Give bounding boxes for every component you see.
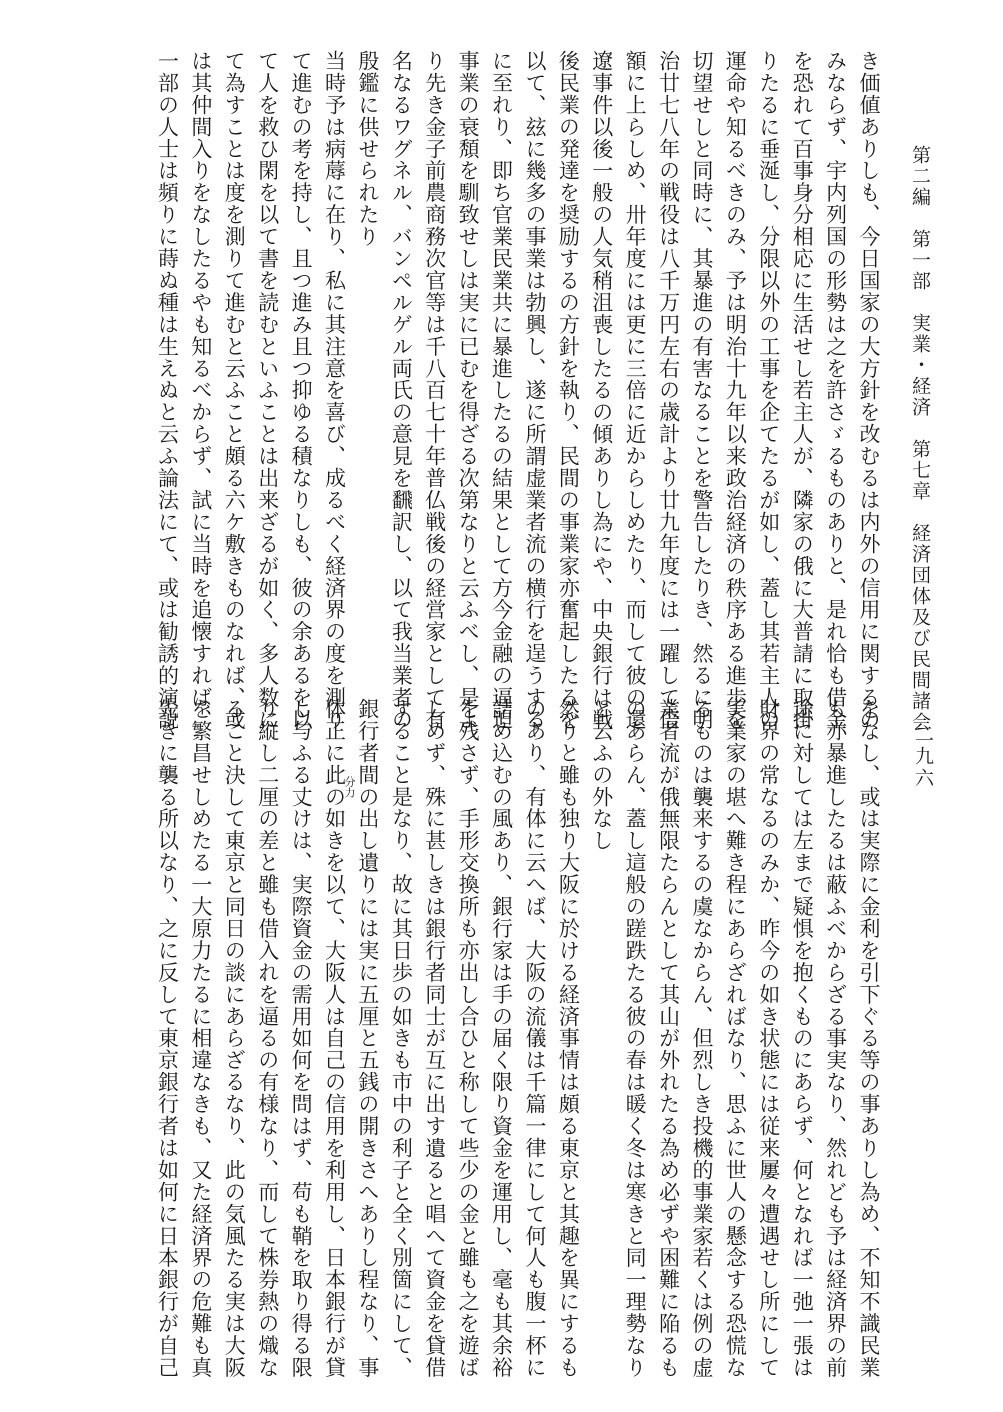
- text-line: みならず、宇内列国の形勢は之を許さゞるものありと、是れ恰も借金: [823, 50, 848, 731]
- text-line: 名なるワグネル、バンペルゲル両氏の意見を飜訳し、以て我当業者の: [389, 50, 414, 731]
- text-line: すること是なり、故に其日歩の如きも市中の利子と全く別箇にして、: [389, 698, 414, 1379]
- text-line: 切望せしと同時に、其暴進の有害なることを警告したりき、然るに明: [689, 50, 714, 731]
- text-line: 殷鑑に供せられたり: [355, 50, 380, 248]
- text-line: ること決して東京と同日の談にあらざるなり、此の気風たる実は大阪: [222, 698, 247, 1379]
- text-line: 治廿七八年の戦役は八千万円左右の歳計より廿九年度には一躍して倍: [656, 50, 681, 731]
- text-line: 業者流が俄無限たらんとして其山が外れたる為め必ずや困難に陥るも: [656, 698, 681, 1379]
- text-line: に至れり、即ち官業民業共に暴進したるの結果として方今金融の逼迫: [489, 50, 514, 731]
- text-line: 体正に此の如きを以て、大阪人は自己の信用を利用し、日本銀行が貸: [322, 698, 347, 1379]
- text-line: 遼事件以後一般の人気稍沮喪したるの傾ありし為にや、中央銀行は戦: [589, 50, 614, 731]
- text-line: 額に上らしめ、卅年度には更に三倍に近からしめたり、而して彼の還: [623, 50, 648, 731]
- text-line: き価値ありしも、今日国家の大方針を改むるは内外の信用に関するの: [857, 50, 881, 731]
- text-line: 詰め込むの風あり、銀行家は手の届く限り資金を運用し、毫も其余裕: [489, 698, 514, 1379]
- text-line: て進むの考を持し、且つ進み且つ抑ゆる積なりしも、彼の余あるを以: [289, 50, 314, 731]
- text-line: て為すことは度を測りて進むと云ふこと頗る六ケ敷きものなれば、或: [222, 50, 247, 731]
- running-header: 第二編 第一部 実業・経済 第七章 経済団体及び民間諸会: [909, 145, 931, 733]
- text-line: し与ふる丈けは、実際資金の需用如何を問はず、苟も鞘を取り得る限: [289, 698, 314, 1379]
- text-line: 先きに襲る所以なり、之に反して東京銀行者は如何に日本銀行が自己: [155, 698, 180, 1379]
- text-line: のあらん、蓋し這般の蹉跌たる彼の春は暖く冬は寒きと同一理勢なり: [623, 698, 648, 1379]
- text-line: しめず、殊に甚しきは銀行者同士が互に出す遺ると唱へて資金を貸借: [422, 698, 447, 1379]
- text-line-with-ruby: [651, 698, 684, 1379]
- text-line: りたるに垂涎し、分限以外の工事を企てたるが如し、蓋し其若主人の: [756, 50, 781, 731]
- text-line: て人を救ひ閑を以て書を読むといふことは出来ざるが如く、多人数に: [255, 50, 280, 731]
- text-line: り縦し二厘の差と雖も借入れを逼るの有様なり、而して株券熱の熾な: [255, 698, 280, 1379]
- text-line: 銀行者間の出し遺りには実に五厘と五銭の開きさへありし程なり、事: [355, 698, 380, 1379]
- lower-text-block: [150, 698, 885, 1379]
- text-line: を繁昌せしめたる一大原力たるに相違なきも、又た経済界の危難も真: [188, 698, 213, 1379]
- text-line: 実業家の堪へ難き程にあらざればなり、思ふに世人の懸念する恐慌な: [723, 698, 748, 1379]
- text-line: 途に対しては左まで疑惧を抱くものにあらず、何となれば一弛一張は: [790, 698, 815, 1379]
- text-line: 財界の常なるのみか、昨今の如き状態には従来屢々遭遇せし所にして: [756, 698, 781, 1379]
- upper-text-block: [150, 50, 885, 731]
- text-line: 後民業の発達を奨励するの方針を執り、民間の事業家亦奮起したるを: [556, 50, 581, 731]
- text-line: 以て、玆に幾多の事業は勃興し、遂に所謂虚業者流の横行を逞うする: [522, 50, 547, 731]
- text-line: 当時予は病蓐に在り、私に其注意を喜び、成るべく経済界の度を測り: [322, 50, 347, 731]
- text-line: を恐れて百事身分相応に生活せし若主人が、隣家の俄に大普請に取掛: [790, 50, 815, 731]
- text-line: は其仲間入りをなしたるやも知るべからず、試に当時を追懐すれば、: [188, 50, 213, 731]
- text-line: 事業の衰頽を馴致せしは実に已むを得ざる次第なりと云ふべし、是よ: [456, 50, 481, 731]
- text-line: を残さず、手形交換所も亦出し合ひと称して些少の金と雖も之を遊ば: [456, 698, 481, 1379]
- text-line: 一部の人士は頻りに蒔ぬ種は生えぬと云ふ論法にて、或は勧誘的演説: [155, 50, 180, 731]
- text-line: 運命や知るべきのみ、予は明治十九年以来政治経済の秩序ある進歩を: [723, 50, 748, 731]
- page-number: 二九六: [912, 724, 934, 790]
- text-line: 然りと雖も独り大阪に於ける経済事情は頗る東京と其趣を異にするも: [556, 698, 581, 1379]
- text-line: のあり、有体に云へば、大阪の流儀は千篇一律にして何人も腹一杯に: [522, 698, 547, 1379]
- ruby-annotation: 分力: [343, 776, 356, 798]
- text-line: り先き金子前農商務次官等は千八百七十年普仏戦後の経営家として有: [422, 50, 447, 731]
- text-line: をなし、或は実際に金利を引下ぐる等の事ありし為め、不知不識民業: [857, 698, 881, 1379]
- text-line: るものは襲来するの虞なからん、但烈しき投機的事業家若くは例の虚: [689, 698, 714, 1379]
- text-line: と云ふの外なし: [589, 698, 614, 852]
- text-line: も亦暴進したるは蔽ふべからざる事実なり、然れども予は経済界の前: [823, 698, 848, 1379]
